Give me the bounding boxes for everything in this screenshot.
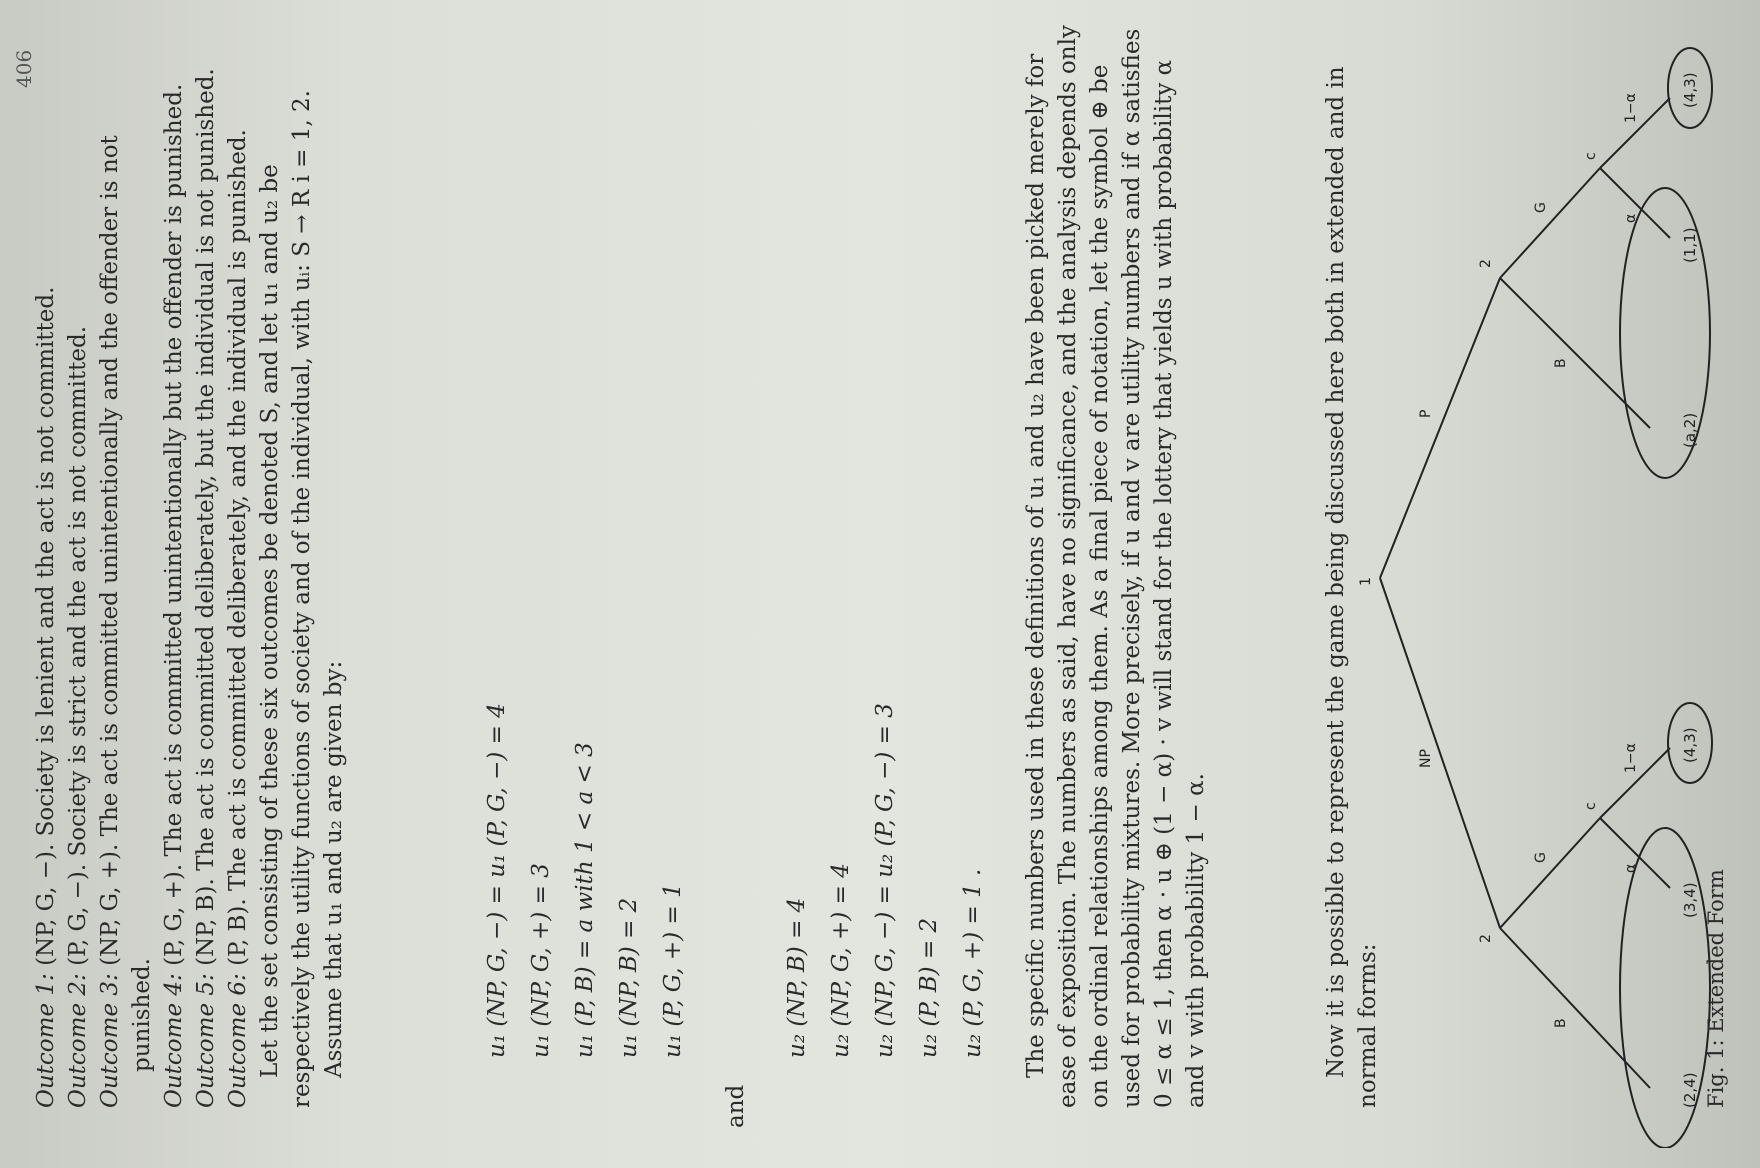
outcome-2-text: (P, G, −). Society is strict and the act is not committed. [65, 325, 91, 966]
outcome-4 [158, 18, 190, 1108]
outcome-5-label: Outcome 5: [193, 973, 219, 1108]
edge-right-b [1500, 278, 1650, 428]
one-minus-alpha-right-label: 1−α [1623, 93, 1639, 123]
equation-u2-4: u₂ (P, B) = 2 [916, 917, 942, 1058]
g-right-label: G [1533, 202, 1549, 213]
outcome-3 [94, 18, 158, 1108]
edge-right-g [1500, 168, 1600, 278]
paragraph-notation [1020, 18, 1212, 1108]
outcome-3-text: (NP, G, +). The act is committed unintentionally and the offender is not punished. [97, 135, 155, 1072]
equation-u2-1: u₂ (NP, B) = 4 [784, 897, 810, 1058]
equation-u1-4: u₁ (NP, B) = 2 [616, 897, 642, 1058]
equation-u1-5: u₁ (P, G, +) = 1 [660, 883, 686, 1058]
edge-p [1380, 278, 1500, 578]
and-word: and [723, 1084, 749, 1128]
paragraph-representation-text: Now it is possible to represent the game being discussed here both in extended and in normal forms: [1323, 66, 1381, 1108]
alpha-left-label: α [1623, 863, 1639, 873]
figure-caption: Fig. 1: Extended Form [1704, 869, 1728, 1108]
np-label: NP [1418, 749, 1434, 768]
outcome-6-label: Outcome 6: [225, 973, 251, 1108]
equation-u1-1: u₁ (NP, G, −) = u₁ (P, G, −) = 4 [484, 703, 510, 1058]
outcome-2 [62, 18, 94, 1108]
page-number: 406 [12, 49, 36, 88]
b-right-label: B [1553, 358, 1569, 368]
outcome-6-text: (P, B). The act is committed deliberately, and the individual is punished. [225, 129, 251, 966]
p-label: P [1418, 409, 1434, 418]
paragraph-set-definition: Let the set consisting of these six outcomes be denoted S, and let u₁ and u₂ be respectively the utility functions of society and of the individual, with uᵢ: S → R i = 1, 2. [257, 90, 315, 1108]
equation-u1-3: u₁ (P, B) = a with 1 < a < 3 [572, 742, 598, 1058]
edge-np [1380, 578, 1500, 928]
outcome-4-label: Outcome 4: [161, 973, 187, 1108]
outcomes-list [30, 18, 350, 1108]
outcome-5 [190, 18, 222, 1108]
payoff-right-b: (a,2) [1681, 412, 1699, 448]
edge-left-b [1500, 928, 1650, 1088]
payoff-right-alpha: (1,1) [1681, 227, 1699, 263]
payoff-left-alpha: (3,4) [1681, 882, 1699, 918]
payoff-right-one-minus: (4,3) [1681, 72, 1699, 108]
one-minus-alpha-left-label: 1−α [1623, 743, 1639, 773]
outcome-1-label: Outcome 1: [33, 973, 59, 1108]
player-2-left-label: 2 [1478, 934, 1494, 943]
extended-form-figure [1350, 8, 1760, 1148]
outcome-1-text: (NP, G, −). Society is lenient and the act is not committed. [33, 286, 59, 966]
outcome-3-label: Outcome 3: [97, 973, 123, 1108]
b-left-label: B [1553, 1018, 1569, 1028]
g-left-label: G [1533, 852, 1549, 863]
c-left-label: c [1583, 802, 1599, 810]
c-right-label: c [1583, 152, 1599, 160]
player-1-label: 1 [1358, 577, 1374, 586]
outcome-1 [30, 18, 62, 1108]
payoff-left-b: (2,4) [1681, 1072, 1699, 1108]
game-tree-svg [1350, 8, 1760, 1148]
payoff-left-one-minus: (4,3) [1681, 727, 1699, 763]
equations-u1 [475, 358, 695, 1058]
edge-left-g [1500, 818, 1600, 928]
paragraph-assume: Assume that u₁ and u₂ are given by: [321, 660, 347, 1078]
outcome-6 [222, 18, 254, 1108]
paragraph-notation-text: The specific numbers used in these definitions of u₁ and u₂ have been picked merely for ease of exposition. The numbers as said, have no significance, and the analysis depends only on the ordinal relationships among them. As a final piece of notation, let the symbol ⊕ be used for probability mixtures. More precisely, if u and v are utility numbers and if α satisfies 0 ≤ α ≤ 1, then α · u ⊕ (1 − α) · v will stand for the lottery that yields u with probability α and v with probability 1 − α. [1023, 25, 1209, 1108]
outcome-2-label: Outcome 2: [65, 973, 91, 1108]
outcome-4-text: (P, G, +). The act is committed unintentionally but the offender is punished. [161, 83, 187, 966]
equations-u2 [775, 358, 995, 1058]
equation-u2-5: u₂ (P, G, +) = 1 . [960, 868, 986, 1058]
player-2-right-label: 2 [1478, 259, 1494, 268]
alpha-right-label: α [1623, 213, 1639, 223]
equation-u1-2: u₁ (NP, G, +) = 3 [528, 863, 554, 1058]
equation-u2-2: u₂ (NP, G, +) = 4 [828, 863, 854, 1058]
equation-u2-3: u₂ (NP, G, −) = u₂ (P, G, −) = 3 [872, 703, 898, 1058]
outcome-5-text: (NP, B). The act is committed deliberately, but the individual is not punished. [193, 68, 219, 966]
